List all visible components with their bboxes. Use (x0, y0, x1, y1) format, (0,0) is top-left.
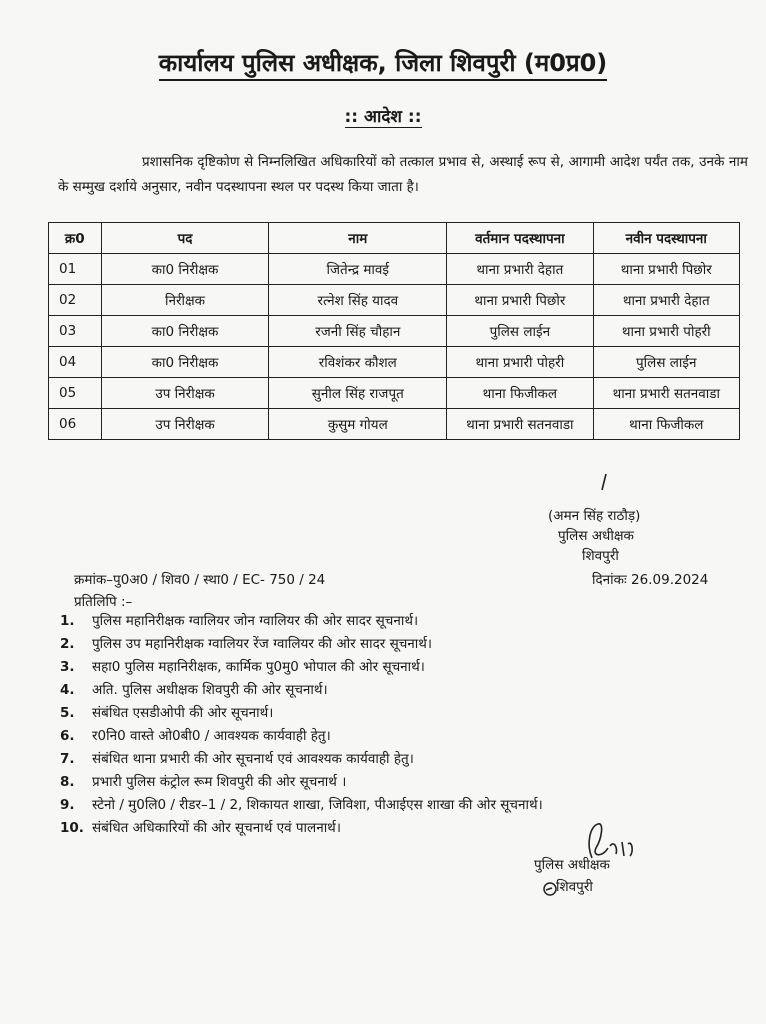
list-number: 8. (60, 774, 75, 790)
table-row (49, 409, 740, 440)
posting-table (48, 222, 740, 440)
table-cell: 03 (49, 316, 102, 347)
column-header: पद (101, 223, 269, 254)
table-header-row (49, 223, 740, 254)
office-title-text: कार्यालय पुलिस अधीक्षक, जिला शिवपुरी (म0प्र0) (159, 49, 608, 81)
list-text: र0नि0 वास्ते ओ0बी0 / आवश्यक कार्यवाही हेतु। (92, 728, 331, 744)
column-header: क्र0 (49, 223, 102, 254)
table-cell: थाना प्रभारी सतनवाडा (447, 409, 593, 440)
list-number: 6. (60, 728, 75, 744)
office-title (0, 46, 766, 79)
list-number: 1. (60, 613, 75, 629)
table-cell: थाना प्रभारी पोहरी (593, 316, 739, 347)
table-cell: 02 (49, 285, 102, 316)
table-row (49, 285, 740, 316)
reference-date: दिनांकः 26.09.2024 (592, 572, 709, 588)
copy-list (60, 610, 740, 840)
order-heading-text: :: आदेश :: (344, 107, 422, 127)
list-item (60, 679, 740, 702)
final-place: शिवपुरी (556, 879, 593, 895)
signatory-place: शिवपुरी (582, 548, 619, 564)
table-cell: थाना प्रभारी देहात (447, 254, 593, 285)
table-cell: 04 (49, 347, 102, 378)
table-cell: थाना प्रभारी पोहरी (447, 347, 593, 378)
table-cell: थाना फिजीकल (593, 409, 739, 440)
list-text: स्टेनो / मु0लि0 / रीडर–1 / 2, शिकायत शाखा, जिविशा, पीआईएस शाखा की ओर सूचनार्थ। (92, 797, 543, 813)
order-heading (0, 104, 766, 127)
table-cell: कुसुम गोयल (269, 409, 447, 440)
list-item (60, 771, 740, 794)
table-cell: थाना प्रभारी पिछोर (593, 254, 739, 285)
final-designation: पुलिस अधीक्षक (534, 857, 610, 873)
table-cell: 01 (49, 254, 102, 285)
initial-mark-icon (540, 880, 560, 898)
list-item (60, 702, 740, 725)
list-text: पुलिस महानिरीक्षक ग्वालियर जोन ग्वालियर की ओर सादर सूचनार्थ। (92, 613, 419, 629)
table-row (49, 347, 740, 378)
list-text: अति. पुलिस अधीक्षक शिवपुरी की ओर सूचनार्थ। (92, 682, 328, 698)
list-number: 3. (60, 659, 75, 675)
table-cell: सुनील सिंह राजपूत (269, 378, 447, 409)
reference-number: क्रमांक–पु0अ0 / शिव0 / स्था0 / EC- 750 / 24 (74, 572, 326, 588)
table-cell: थाना प्रभारी सतनवाडा (593, 378, 739, 409)
table-cell: पुलिस लाईन (593, 347, 739, 378)
table-cell: 05 (49, 378, 102, 409)
table-cell: 06 (49, 409, 102, 440)
signatory-designation: पुलिस अधीक्षक (558, 528, 634, 544)
table-cell: निरीक्षक (101, 285, 269, 316)
table-cell: जितेन्द्र मावई (269, 254, 447, 285)
list-text: संबंधित अधिकारियों की ओर सूचनार्थ एवं पालनार्थ। (92, 820, 341, 836)
table-row (49, 316, 740, 347)
list-item (60, 725, 740, 748)
signatory-name: (अमन सिंह राठौड़) (548, 508, 641, 524)
table-cell: का0 निरीक्षक (101, 316, 269, 347)
signature-block (548, 506, 640, 566)
column-header: नाम (269, 223, 447, 254)
table-cell: थाना प्रभारी देहात (593, 285, 739, 316)
list-number: 9. (60, 797, 75, 813)
signature-tick-mark (596, 472, 612, 496)
table-cell: का0 निरीक्षक (101, 347, 269, 378)
list-item (60, 656, 740, 679)
table-cell: उप निरीक्षक (101, 409, 269, 440)
intro-paragraph: प्रशासनिक दृष्टिकोण से निम्नलिखित अधिकारियों को तत्काल प्रभाव से, अस्थाई रूप से, आगामी आदेश पर्यंत तक, उनके नाम के सम्मुख दर्शाये अनुसार, नवीन पदस्थापना स्थल पर पदस्थ किया जाता है। (58, 154, 748, 195)
table-cell: रजनी सिंह चौहान (269, 316, 447, 347)
table-cell: उप निरीक्षक (101, 378, 269, 409)
table-row (49, 378, 740, 409)
list-number: 7. (60, 751, 75, 767)
table-cell: थाना फिजीकल (447, 378, 593, 409)
table-cell: रत्नेश सिंह यादव (269, 285, 447, 316)
copy-label: प्रतिलिपि :– (74, 594, 133, 610)
table-row (49, 254, 740, 285)
table-cell: पुलिस लाईन (447, 316, 593, 347)
list-number: 4. (60, 682, 75, 698)
list-item (60, 794, 740, 817)
table-cell: थाना प्रभारी पिछोर (447, 285, 593, 316)
list-item (60, 633, 740, 656)
list-item (60, 610, 740, 633)
list-number: 10. (60, 820, 84, 836)
column-header: वर्तमान पदस्थापना (447, 223, 593, 254)
column-header: नवीन पदस्थापना (593, 223, 739, 254)
list-text: सहा0 पुलिस महानिरीक्षक, कार्मिक पु0मु0 भोपाल की ओर सूचनार्थ। (92, 659, 425, 675)
list-item (60, 748, 740, 771)
table-cell: का0 निरीक्षक (101, 254, 269, 285)
table-cell: रविशंकर कौशल (269, 347, 447, 378)
list-number: 2. (60, 636, 75, 652)
list-text: संबंधित थाना प्रभारी की ओर सूचनार्थ एवं आवश्यक कार्यवाही हेतु। (92, 751, 414, 767)
list-text: पुलिस उप महानिरीक्षक ग्वालियर रेंज ग्वालियर की ओर सादर सूचनार्थ। (92, 636, 432, 652)
list-text: प्रभारी पुलिस कंट्रोल रूम शिवपुरी की ओर सूचनार्थ । (92, 774, 347, 790)
list-text: संबंधित एसडीओपी की ओर सूचनार्थ। (92, 705, 274, 721)
list-number: 5. (60, 705, 75, 721)
